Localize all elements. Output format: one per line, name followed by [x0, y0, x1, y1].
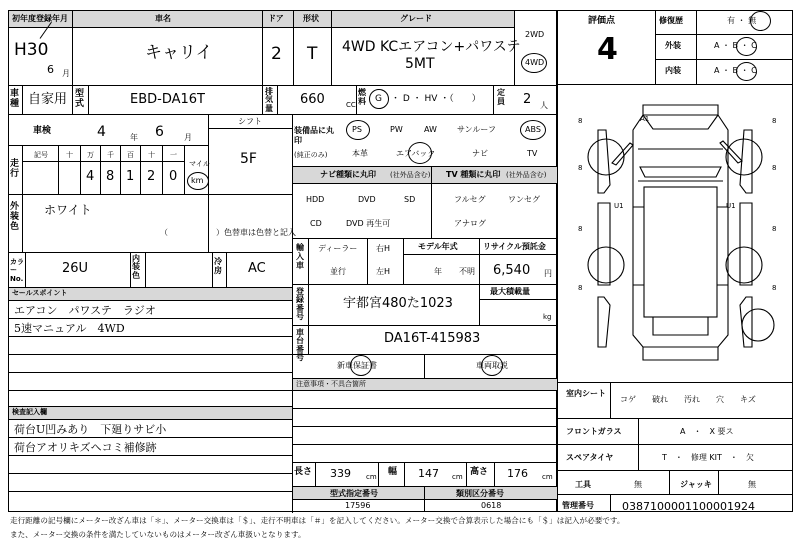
score-value: 4: [597, 32, 618, 67]
car-name-label: 車名: [155, 14, 171, 23]
inspection-month: 6: [155, 124, 164, 140]
recycle-label: リサイクル預託金: [483, 242, 546, 251]
mileage-digit-5: 0: [169, 169, 178, 184]
color-note: （ ）色替車は色替と記入: [160, 228, 296, 237]
mileage-digit-2: 8: [106, 169, 115, 184]
grade-line-2: 5MT: [405, 56, 435, 72]
inspection-label: 車検: [33, 126, 52, 136]
equip-navi: ナビ: [472, 149, 488, 158]
recycle-value: 6,540: [493, 263, 531, 278]
car-name: キャリイ: [145, 43, 213, 63]
max-load-unit: kg: [543, 313, 552, 321]
type-no-label: 型式指定番号: [330, 489, 378, 498]
diagram-u1-right: U1: [726, 202, 736, 210]
displacement-label: 排気量: [265, 87, 273, 113]
navi-sd: SD: [404, 195, 416, 204]
interior-b-circle: [736, 62, 757, 81]
length-unit: cm: [366, 473, 377, 481]
drive-4wd: 4WD: [525, 58, 545, 67]
footnote-line-2: また、メーター交換の条件を満たしていないものはメーター改ざん車扱いとなります。: [10, 530, 306, 539]
height-label: 高さ: [470, 467, 489, 477]
equip-tv: TV: [527, 149, 538, 158]
first-reg-month-unit: 月: [62, 69, 70, 78]
model-year-unknown: 不明: [459, 267, 475, 276]
equipment-label: 装備品に丸印: [294, 126, 334, 146]
equipment-sub: (純正のみ): [294, 151, 328, 159]
cc-unit: CC: [346, 101, 356, 109]
diagram-mark-8: 8: [772, 284, 777, 292]
shape-value: T: [307, 44, 318, 64]
sales-point-line-2: 5速マニュアル 4WD: [14, 322, 125, 335]
repair-label: 修復歴: [659, 16, 683, 25]
max-load-label: 最大積載量: [490, 287, 530, 296]
mileage-label: 走行: [10, 159, 20, 179]
diagram-a1: A1: [640, 115, 650, 123]
registration-value: 宇都宮480た1023: [343, 296, 453, 311]
repair-none-circle: [750, 11, 771, 31]
drive-2wd: 2WD: [525, 30, 545, 39]
spare-label: スペアタイヤ: [566, 453, 614, 462]
diagram-mark-2: 8: [772, 117, 777, 125]
model-year-label: モデル年式: [418, 242, 458, 251]
diagram-mark-6: 8: [772, 225, 777, 233]
navi-label-sub: (社外品含む): [390, 171, 431, 179]
model-year-year: 年: [434, 267, 442, 276]
color-no-value: 26U: [62, 261, 89, 276]
model-label: 型式: [75, 89, 85, 109]
interior-abc: A ・ B ・ C: [714, 66, 757, 75]
import-label: 輸入車: [296, 243, 304, 270]
sales-point-label: セールスポイント: [12, 289, 68, 297]
unit-10man: 十: [66, 151, 73, 159]
new-car-warranty: 新車保証書: [337, 361, 377, 370]
spare-value: T ・ 修理 KIT ・ 欠: [662, 453, 754, 462]
displacement-value: 660: [300, 92, 325, 107]
mileage-symbol-label: 記号: [34, 151, 48, 159]
class-no-label: 類別区分番号: [456, 489, 504, 498]
equip-pw: PW: [390, 125, 403, 134]
persons-unit: 人: [540, 101, 548, 110]
navi-cd: CD: [310, 219, 322, 228]
equip-ps: PS: [352, 125, 362, 134]
usage-label: 車種: [10, 89, 20, 109]
equip-airbag: エアバック: [396, 149, 436, 158]
unit-hyaku: 百: [127, 151, 134, 159]
equip-aw: AW: [424, 125, 437, 134]
import-right: 右H: [376, 244, 391, 253]
diagram-u1-left: U1: [614, 202, 624, 210]
equip-leather: 本革: [352, 149, 368, 158]
shift-label: シフト: [238, 117, 262, 126]
fuel-g: G: [375, 94, 382, 104]
mgmt-value: 0387100001100001924: [622, 500, 755, 513]
mileage-digit-3: 1: [126, 169, 135, 184]
chassis-label: 車台番号: [296, 328, 304, 363]
class-no-value: 0618: [481, 501, 502, 510]
unit-ichi: 一: [170, 151, 177, 159]
inspector-line-1: 荷台U凹みあり 下廻りサビ小: [14, 423, 167, 436]
navi-label: ナビ種類に丸印: [320, 170, 376, 179]
type-no-value: 17596: [345, 501, 371, 510]
height-unit: cm: [542, 473, 553, 481]
grade-line-1: 4WD KCエアコン+パワステ: [342, 39, 521, 55]
glass-label: フロントガラス: [566, 427, 622, 436]
exterior-label: 外装: [665, 41, 681, 50]
diagram-mark-4: 8: [772, 164, 777, 172]
first-reg-month: 6: [47, 63, 54, 76]
capacity-value: 2: [523, 92, 532, 107]
ac-label: 冷房: [214, 257, 222, 275]
navi-dvd-play: DVD 再生可: [346, 219, 391, 228]
equip-sunroof: サンルーフ: [457, 125, 496, 134]
score-label: 評価点: [588, 16, 616, 26]
tv-fullseg: フルセグ: [454, 195, 486, 204]
inspection-month-unit: 月: [184, 133, 192, 142]
grade-label: グレード: [400, 14, 432, 23]
mgmt-label: 管理番号: [562, 501, 594, 510]
diagram-mark-1: 8: [578, 117, 583, 125]
km-unit: km: [191, 176, 204, 185]
fuel-label: 燃料: [358, 88, 366, 106]
interior-color-label: 内装色: [132, 254, 140, 280]
import-left: 左H: [376, 267, 391, 276]
tv-analog: アナログ: [454, 219, 486, 228]
seat-label: 室内シート: [566, 389, 606, 398]
color-label: 外装色: [10, 202, 20, 232]
notes-label: 注意事項・不具合箇所: [296, 380, 366, 388]
repair-options: 有 ・ 無: [727, 16, 757, 25]
tv-label-sub: (社外品含む): [506, 171, 547, 179]
recycle-unit: 円: [544, 269, 552, 278]
mileage-digit-1: 4: [86, 169, 95, 184]
sales-point-line-1: エアコン パワステ ラジオ: [14, 304, 156, 317]
glass-value: A ・ X 要ス: [680, 427, 734, 436]
tv-label: TV 種類に丸印: [446, 170, 501, 179]
vehicle-manual: 車両取説: [476, 361, 508, 370]
usage-value: 自家用: [28, 92, 68, 107]
unit-man: 万: [87, 151, 94, 159]
model-value: EBD-DA16T: [130, 92, 205, 107]
first-reg-label: 初年度登録年月: [12, 14, 68, 23]
inspector-line-2: 荷台アオリキズヘコミ補修跡: [14, 441, 157, 454]
length-value: 339: [330, 467, 351, 480]
seat-items: コゲ 破れ 汚れ 穴 キズ: [620, 395, 756, 404]
length-label: 長さ: [294, 467, 313, 477]
width-label: 幅: [388, 467, 398, 477]
mile-unit: マイル: [189, 160, 210, 168]
width-unit: cm: [452, 473, 463, 481]
footnote-line-1: 走行距離の記号欄にメーター改ざん車は「＊」、メーター交換車は「＄」、走行不明車は「＃」を記入してください。メーター交換で合算表示した場合にも「＄」は記入が必要です。: [10, 516, 625, 525]
jack-label: ジャッキ: [680, 480, 712, 489]
diagram-mark-3: 8: [578, 164, 583, 172]
diagram-mark-5: 8: [578, 225, 583, 233]
first-reg-year: H30: [14, 40, 49, 60]
exterior-abc: A ・ B ・ C: [714, 41, 757, 50]
color-no-label: カラーNo.: [10, 258, 24, 283]
shape-label: 形状: [303, 14, 319, 23]
inspector-label: 検査記入欄: [12, 408, 47, 416]
unit-sen: 千: [107, 151, 114, 159]
navi-dvd: DVD: [358, 195, 376, 204]
import-dealer: ディーラー: [318, 244, 358, 253]
tools-value: 無: [634, 480, 642, 489]
color-value: ホワイト: [44, 203, 92, 217]
diagram-mark-7: 8: [578, 284, 583, 292]
unit-ju: 十: [148, 151, 155, 159]
equip-abs: ABS: [525, 125, 541, 134]
mileage-digit-4: 2: [147, 169, 156, 184]
navi-hdd: HDD: [306, 195, 325, 204]
inspection-year: 4: [97, 124, 106, 140]
door-label: ドア: [268, 14, 284, 23]
exterior-b-circle: [736, 37, 757, 56]
car-diagram: [558, 85, 792, 381]
import-parallel: 並行: [330, 267, 346, 276]
door-count: 2: [271, 44, 282, 64]
capacity-label: 定員: [497, 88, 505, 106]
shift-value: 5F: [240, 151, 257, 167]
width-value: 147: [418, 467, 439, 480]
interior-label: 内装: [665, 66, 681, 75]
inspection-year-unit: 年: [130, 133, 138, 142]
tv-oneseg: ワンセグ: [508, 195, 540, 204]
ac-value: AC: [248, 261, 266, 276]
fuel-options: ・ D ・ HV ・（ ）: [391, 94, 481, 104]
chassis-value: DA16T-415983: [384, 331, 481, 346]
registration-label: 登録番号: [296, 287, 304, 322]
jack-value: 無: [748, 480, 756, 489]
height-value: 176: [507, 467, 528, 480]
tools-label: 工具: [575, 480, 591, 489]
